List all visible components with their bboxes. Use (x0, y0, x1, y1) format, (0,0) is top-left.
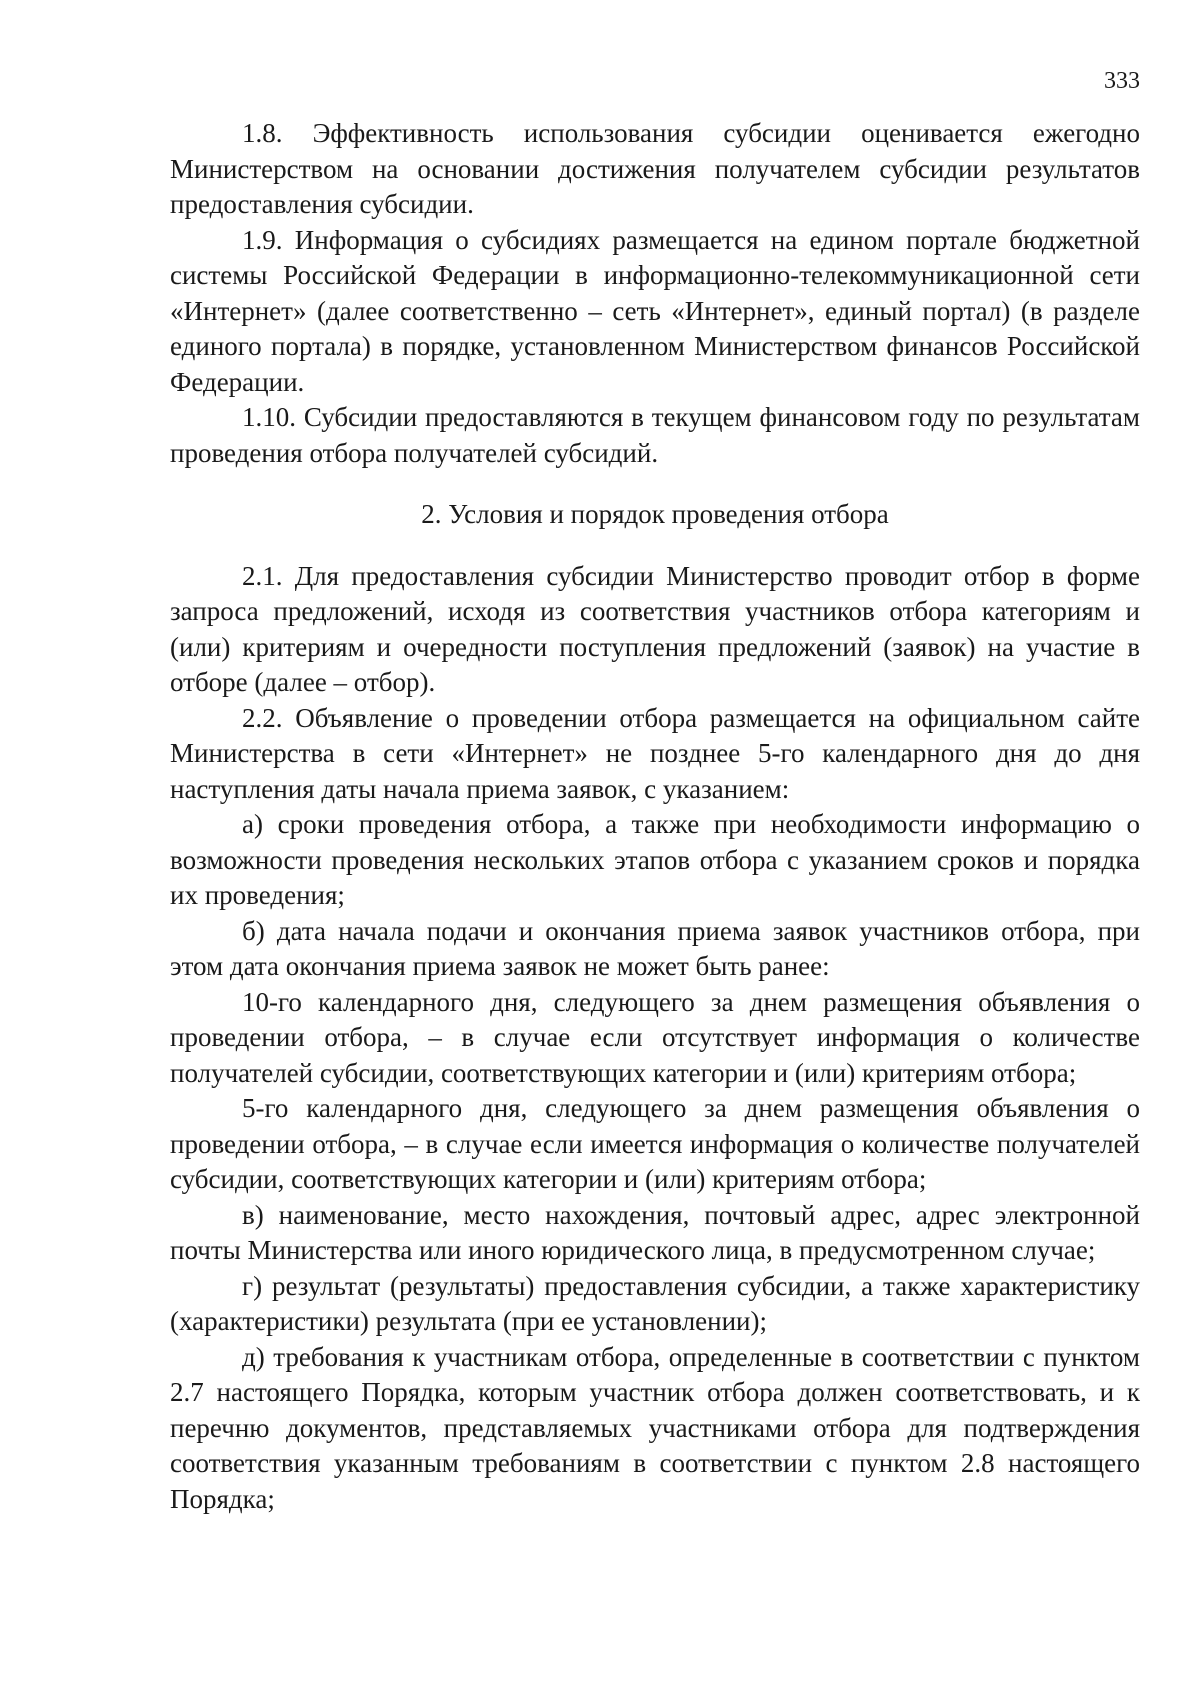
page-number: 333 (1104, 68, 1140, 94)
list-item-b-10-day: 10-го календарного дня, следующего за днем размещения объявления о проведении отбора, – в случае если отсутствует информация о количестве получателей субсидии, соответствующих категории и (или) критериям отбора; (170, 986, 1140, 1088)
paragraph-1-10: 1.10. Субсидии предоставляются в текущем финансовом году по результатам проведения отбора получателей субсидий. (170, 402, 1140, 468)
paragraph-2-2: 2.2. Объявление о проведении отбора размещается на официальном сайте Министерства в сети «Интернет» не позднее 5-го календарного дня до дня наступления даты начала приема заявок, с указанием: (170, 702, 1140, 804)
paragraph-2-1: 2.1. Для предоставления субсидии Министерство проводит отбор в форме запроса предложений, исходя из соответствия участников отбора категориям и (или) критериям и очередности поступления предложений (заявок) на участие в отборе (далее – отбор). (170, 560, 1140, 697)
paragraph-1-9: 1.9. Информация о субсидиях размещается на едином портале бюджетной системы Российской Федерации в информационно-телекоммуникационной сети «Интернет» (далее соответственно – сеть «Интернет», единый портал) (в разделе единого портала) в порядке, установленном Министерством финансов Российской Федерации. (170, 224, 1140, 397)
list-item-d: д) требования к участникам отбора, определенные в соответствии с пунктом 2.7 настоящего Порядка, которым участник отбора должен соответствовать, и к перечню документов, представляемых участниками отбора для подтверждения соответствия указанным требованиям в соответствии с пунктом 2.8 настоящего Порядка; (170, 1341, 1140, 1514)
section-heading-2: 2. Условия и порядок проведения отбора (421, 499, 889, 529)
list-item-g: г) результат (результаты) предоставления субсидии, а также характеристику (характеристики) результата (при ее установлении); (170, 1270, 1140, 1336)
list-item-v: в) наименование, место нахождения, почтовый адрес, адрес электронной почты Министерства или иного юридического лица, в предусмотренном случае; (170, 1199, 1140, 1265)
list-item-b-5-day: 5-го календарного дня, следующего за днем размещения объявления о проведении отбора, – в случае если имеется информация о количестве получателей субсидии, соответствующих категории и (или) критериям отбора; (170, 1093, 1140, 1194)
list-item-a: а) сроки проведения отбора, а также при необходимости информацию о возможности проведения нескольких этапов отбора с указанием сроков и порядка их проведения; (170, 809, 1140, 910)
list-item-b: б) дата начала подачи и окончания приема заявок участников отбора, при этом дата окончания приема заявок не может быть ранее: (170, 915, 1140, 981)
document-body (170, 116, 1140, 1517)
paragraph-1-8: 1.8. Эффективность использования субсидии оценивается ежегодно Министерством на основании достижения получателем субсидии результатов предоставления субсидии. (170, 118, 1140, 219)
